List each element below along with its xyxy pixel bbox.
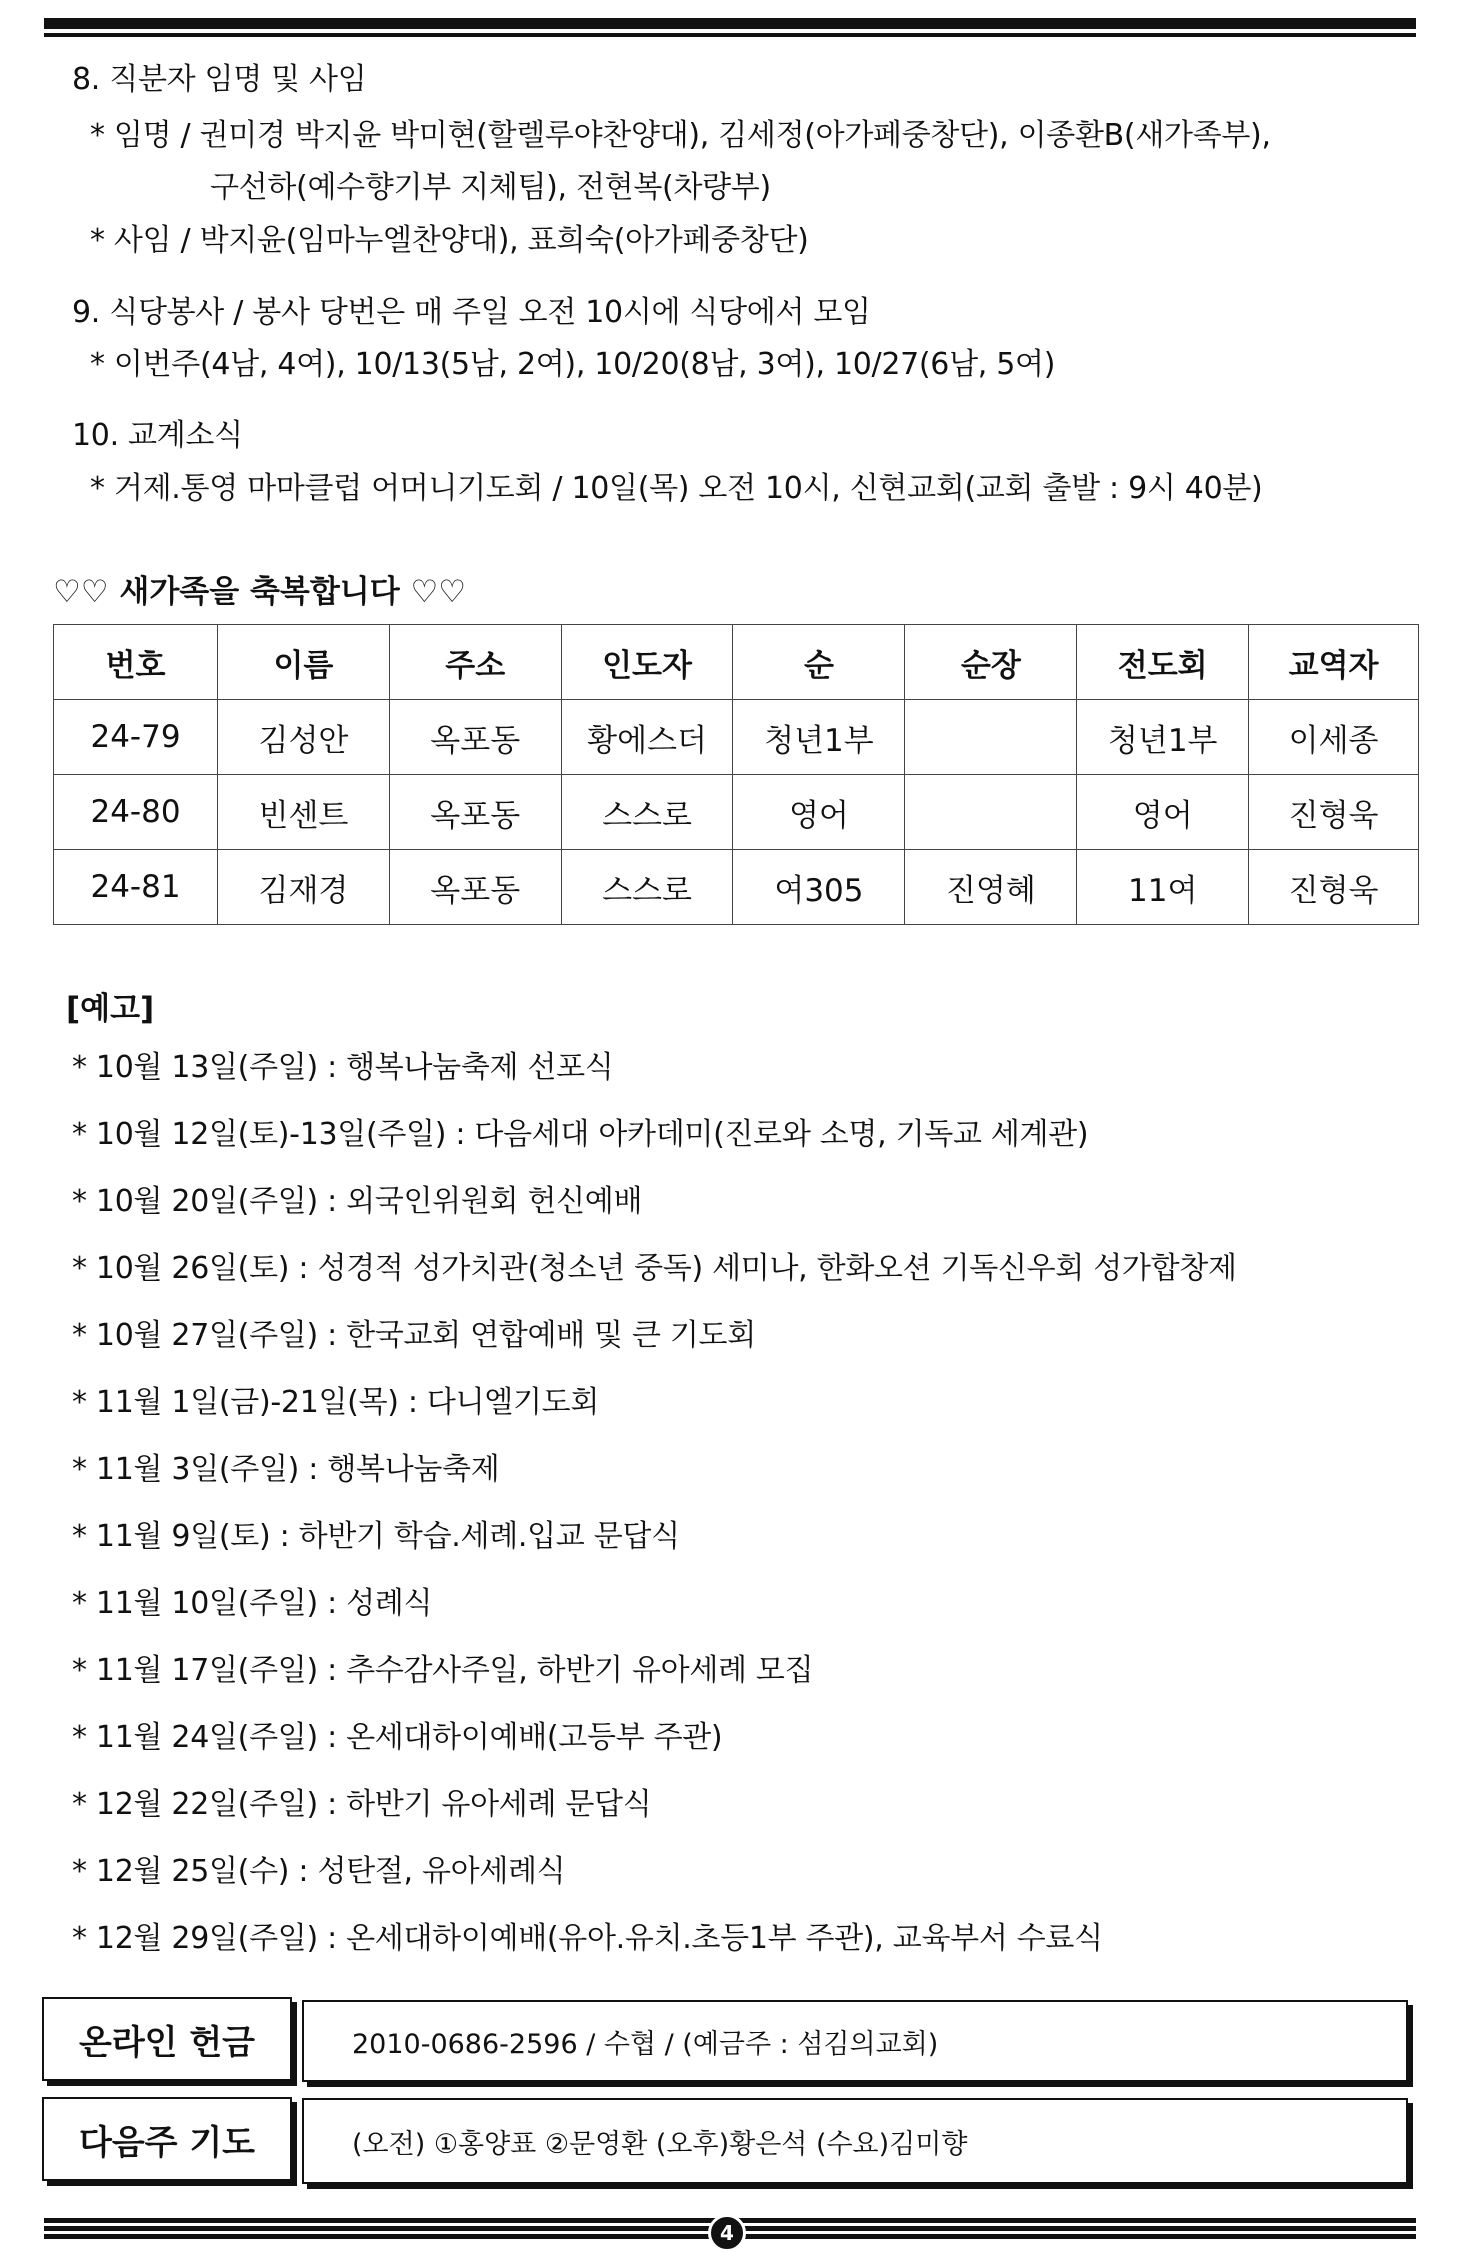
table-cell: 김재경 — [218, 850, 390, 925]
notice-10-detail: * 거제.통영 마마클럽 어머니기도회 / 10일(목) 오전 10시, 신현교회(교회 출발 : 9시 40분) — [90, 471, 1263, 506]
schedule-item: * 11월 24일(주일) : 온세대하이예배(고등부 주관) — [72, 1720, 723, 1755]
column-header: 순 — [733, 625, 905, 700]
schedule-item: * 12월 22일(주일) : 하반기 유아세례 문답식 — [72, 1787, 652, 1822]
table-cell: 스스로 — [561, 850, 733, 925]
table-cell: 이세종 — [1249, 700, 1419, 775]
column-header: 주소 — [389, 625, 561, 700]
schedule-item: * 11월 3일(주일) : 행복나눔축제 — [72, 1452, 500, 1487]
notice-8-title: 8. 직분자 임명 및 사임 — [72, 62, 367, 97]
table-cell: 빈센트 — [218, 775, 390, 850]
column-header: 순장 — [905, 625, 1077, 700]
schedule-item: * 10월 13일(주일) : 행복나눔축제 선포식 — [72, 1050, 614, 1085]
table-cell: 김성안 — [218, 700, 390, 775]
table-cell: 황에스더 — [561, 700, 733, 775]
table-cell — [905, 700, 1077, 775]
notice-8-resignations: * 사임 / 박지윤(임마누엘찬양대), 표희숙(아가페중창단) — [90, 223, 809, 258]
schedule-item: * 12월 25일(수) : 성탄절, 유아세례식 — [72, 1854, 566, 1889]
column-header: 이름 — [218, 625, 390, 700]
table-header-row — [54, 625, 1419, 700]
notice-9-detail: * 이번주(4남, 4여), 10/13(5남, 2여), 10/20(8남, 3여), 10/27(6남, 5여) — [90, 347, 1056, 382]
table-cell — [905, 775, 1077, 850]
top-divider — [44, 18, 1416, 38]
table-cell: 24-81 — [54, 850, 218, 925]
schedule-item: * 11월 17일(주일) : 추수감사주일, 하반기 유아세례 모집 — [72, 1653, 814, 1688]
table-cell: 옥포동 — [389, 775, 561, 850]
schedule-heading: [예고] — [66, 991, 155, 1027]
next-prayer-names: (오전) ①홍양표 ②문영환 (오후)황은석 (수요)김미향 — [302, 2098, 1408, 2184]
table-cell: 진형욱 — [1249, 775, 1419, 850]
table-cell: 진영혜 — [905, 850, 1077, 925]
column-header: 교역자 — [1249, 625, 1419, 700]
schedule-item: * 10월 26일(토) : 성경적 성가치관(청소년 중독) 세미나, 한화오션 기독신우회 성가합창제 — [72, 1251, 1237, 1286]
online-offering-account: 2010-0686-2596 / 수협 / (예금주 : 섬김의교회) — [302, 2000, 1408, 2082]
table-cell: 스스로 — [561, 775, 733, 850]
new-family-table — [53, 624, 1419, 925]
table-cell: 진형욱 — [1249, 850, 1419, 925]
table-cell: 청년1부 — [733, 700, 905, 775]
column-header: 번호 — [54, 625, 218, 700]
table-cell: 여305 — [733, 850, 905, 925]
page-number: 4 — [708, 2214, 746, 2252]
column-header: 인도자 — [561, 625, 733, 700]
table-row — [54, 700, 1419, 775]
notice-9-title: 9. 식당봉사 / 봉사 당번은 매 주일 오전 10시에 식당에서 모임 — [72, 295, 871, 330]
schedule-item: * 11월 1일(금)-21일(목) : 다니엘기도회 — [72, 1385, 600, 1420]
column-header: 전도회 — [1077, 625, 1249, 700]
notice-8-appointments: * 임명 / 권미경 박지윤 박미현(할렐루야찬양대), 김세정(아가페중창단), 이종환B(새가족부), — [90, 118, 1271, 153]
table-row — [54, 775, 1419, 850]
schedule-item: * 11월 9일(토) : 하반기 학습.세례.입교 문답식 — [72, 1519, 680, 1554]
notice-10-title: 10. 교계소식 — [72, 418, 243, 453]
schedule-item: * 11월 10일(주일) : 성례식 — [72, 1586, 433, 1621]
table-cell: 영어 — [1077, 775, 1249, 850]
notice-8-appointments-cont: 구선하(예수향기부 지체팀), 전현복(차량부) — [210, 170, 771, 205]
schedule-item: * 10월 20일(주일) : 외국인위원회 헌신예배 — [72, 1184, 643, 1219]
next-prayer-label: 다음주 기도 — [42, 2097, 292, 2181]
table-row — [54, 850, 1419, 925]
schedule-item: * 12월 29일(주일) : 온세대하이예배(유아.유치.초등1부 주관), 교육부서 수료식 — [72, 1921, 1103, 1956]
table-cell: 24-79 — [54, 700, 218, 775]
table-cell: 11여 — [1077, 850, 1249, 925]
table-cell: 청년1부 — [1077, 700, 1249, 775]
online-offering-label: 온라인 헌금 — [42, 1997, 292, 2081]
table-cell: 영어 — [733, 775, 905, 850]
schedule-item: * 10월 12일(토)-13일(주일) : 다음세대 아카데미(진로와 소명, 기독교 세계관) — [72, 1117, 1089, 1152]
new-family-heading: ♡♡ 새가족을 축복합니다 ♡♡ — [53, 574, 467, 610]
table-cell: 24-80 — [54, 775, 218, 850]
schedule-item: * 10월 27일(주일) : 한국교회 연합예배 및 큰 기도회 — [72, 1318, 756, 1353]
table-cell: 옥포동 — [389, 850, 561, 925]
table-cell: 옥포동 — [389, 700, 561, 775]
